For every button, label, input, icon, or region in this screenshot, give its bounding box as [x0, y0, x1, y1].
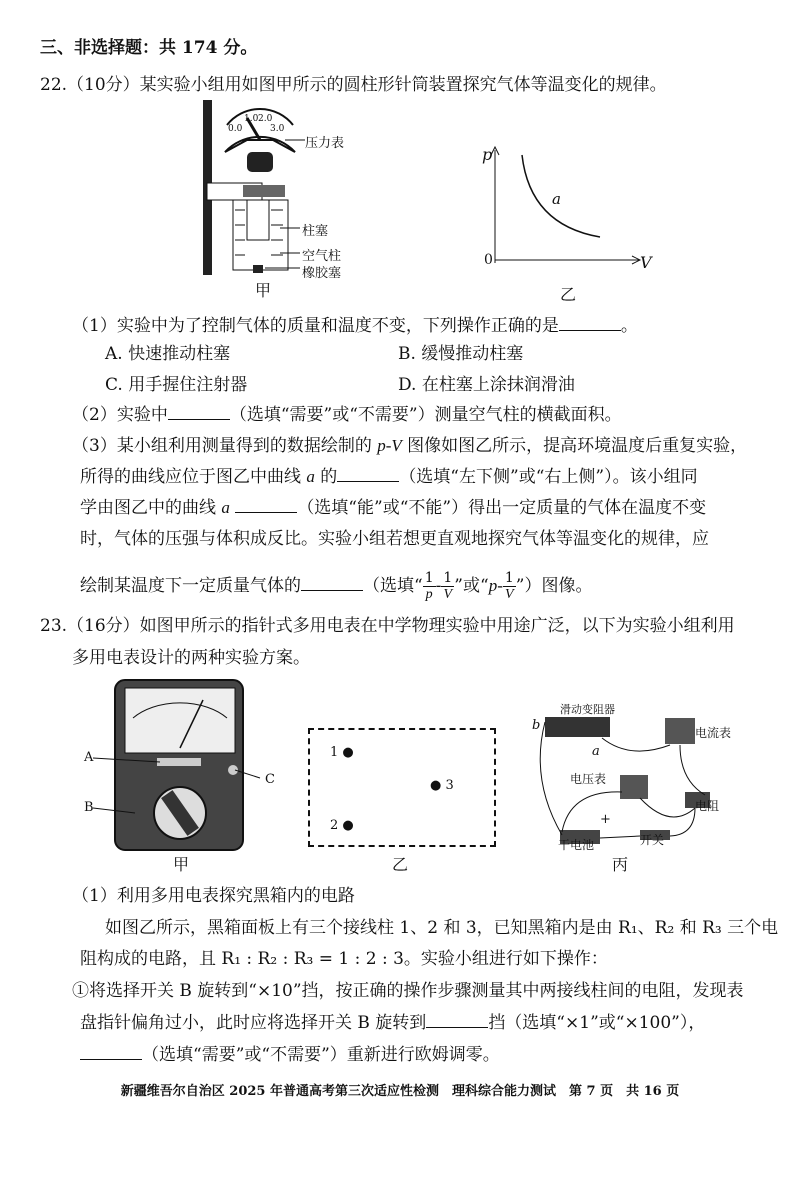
label-b-terminal: b — [532, 718, 541, 733]
label-air-column: 空气柱 — [302, 249, 342, 264]
gauge-tick: 2.0 — [258, 114, 273, 124]
option-a: A. 快速推动柱塞 — [105, 344, 231, 364]
label-pressure-gauge: 压力表 — [305, 136, 345, 151]
page-footer: 新疆维吾尔自治区 2025 年普通高考第三次适应性检测 理科综合能力测试 第 7 页 共 16 页 — [120, 1084, 680, 1099]
label-b: B — [84, 800, 94, 815]
gauge-tick: 3.0 — [270, 124, 285, 134]
section-heading: 三、非选择题：共 174 分。 — [40, 38, 258, 58]
label-rubber-stopper: 橡胶塞 — [302, 266, 342, 281]
q22-stem: 22.（10分）某实验小组用如图甲所示的圆柱形针筒装置探究气体等温变化的规律。 — [40, 75, 667, 95]
q23-part1: （1）利用多用电表探究黑箱内的电路 — [72, 886, 355, 906]
label-switch: 开关 — [640, 833, 665, 847]
label-plunger: 柱塞 — [302, 224, 329, 239]
terminal-1: 1 ● — [330, 745, 354, 760]
caption-jia-2: 甲 — [173, 855, 190, 874]
label-plus: + — [600, 812, 611, 827]
q23-line5: （选填“需要”或“不需要”）重新进行欧姆调零。 — [80, 1043, 500, 1067]
label-rheostat: 滑动变阻器 — [560, 703, 615, 716]
q22-part3-line3: 学由图乙中的曲线 a （选填“能”或“不能”）得出一定质量的气体在温度不变 — [80, 498, 707, 518]
circuit-figure — [530, 700, 750, 850]
pv-graph — [480, 145, 650, 270]
q22-part2: （2）实验中 （选填“需要”或“不需要”）测量空气柱的横截面积。 — [72, 405, 622, 425]
caption-yi-2: 乙 — [392, 855, 409, 874]
label-ammeter: 电流表 — [695, 726, 732, 740]
q23-line3: ①将选择开关 B 旋转到“×10”挡，按正确的操作步骤测量其中两接线柱间的电阻，发现表 — [72, 981, 744, 1001]
terminal-3: ● 3 — [430, 778, 454, 793]
option-c: C. 用手握住注射器 — [105, 375, 248, 395]
label-resistor: 电阻 — [695, 799, 720, 813]
caption-jia: 甲 — [255, 281, 272, 300]
q23-line1: 如图乙所示，黑箱面板上有三个接线柱 1、2 和 3，已知黑箱内是由 R₁、R₂ 和 R₃ 三个电 — [105, 918, 779, 938]
q22-part3-line2: 所得的曲线应位于图乙中曲线 a 的 （选填“左下侧”或“右上侧”）。该小组同 — [80, 467, 698, 487]
axis-v: V — [640, 253, 652, 272]
q22-part1: （1）实验中为了控制气体的质量和温度不变，下列操作正确的是 。 — [72, 316, 638, 336]
label-c: C — [265, 772, 275, 787]
label-voltmeter: 电压表 — [570, 772, 607, 786]
q22-part3-line1: （3）某小组利用测量得到的数据绘制的 p-V 图像如图乙所示，提高环境温度后重复实验， — [72, 436, 748, 456]
label-a-terminal: a — [592, 744, 600, 759]
q23-line2: 阻构成的电路，且 R₁ : R₂ : R₃ = 1 : 2 : 3。实验小组进行如下操作： — [80, 949, 608, 969]
option-d: D. 在柱塞上涂抹润滑油 — [398, 375, 575, 395]
q23-stem-1: 23.（16分）如图甲所示的指针式多用电表在中学物理实验中用途广泛，以下为实验小组利用 — [40, 616, 735, 636]
caption-yi: 乙 — [560, 285, 577, 304]
origin: 0 — [484, 252, 493, 268]
q22-part3-line4: 时，气体的压强与体积成反比。实验小组若想更直观地探究气体等温变化的规律，应 — [80, 529, 709, 549]
terminal-2: 2 ● — [330, 818, 354, 833]
q23-stem-2: 多用电表设计的两种实验方案。 — [72, 648, 310, 668]
gauge-tick: 1.0 — [244, 114, 259, 124]
label-a: A — [84, 750, 94, 765]
curve-a-label: a — [552, 190, 561, 208]
q22-part3-line5: 绘制某温度下一定质量气体的 （选填“ $\frac{1}{p}$ - $\frac{1}{V}$ ”或“p- $\frac{1}{V}$ ”）图像。 — [80, 570, 593, 602]
label-battery: 干电池 — [558, 838, 595, 852]
axis-p: p — [482, 145, 493, 164]
gauge-tick: 0.0 — [228, 124, 243, 134]
q23-line4: 盘指针偏角过小，此时应将选择开关 B 旋转到 挡（选填“×1”或“×100”）， — [80, 1013, 706, 1033]
caption-bing: 丙 — [612, 855, 629, 874]
multimeter-figure — [85, 678, 275, 853]
option-b: B. 缓慢推动柱塞 — [398, 344, 524, 364]
